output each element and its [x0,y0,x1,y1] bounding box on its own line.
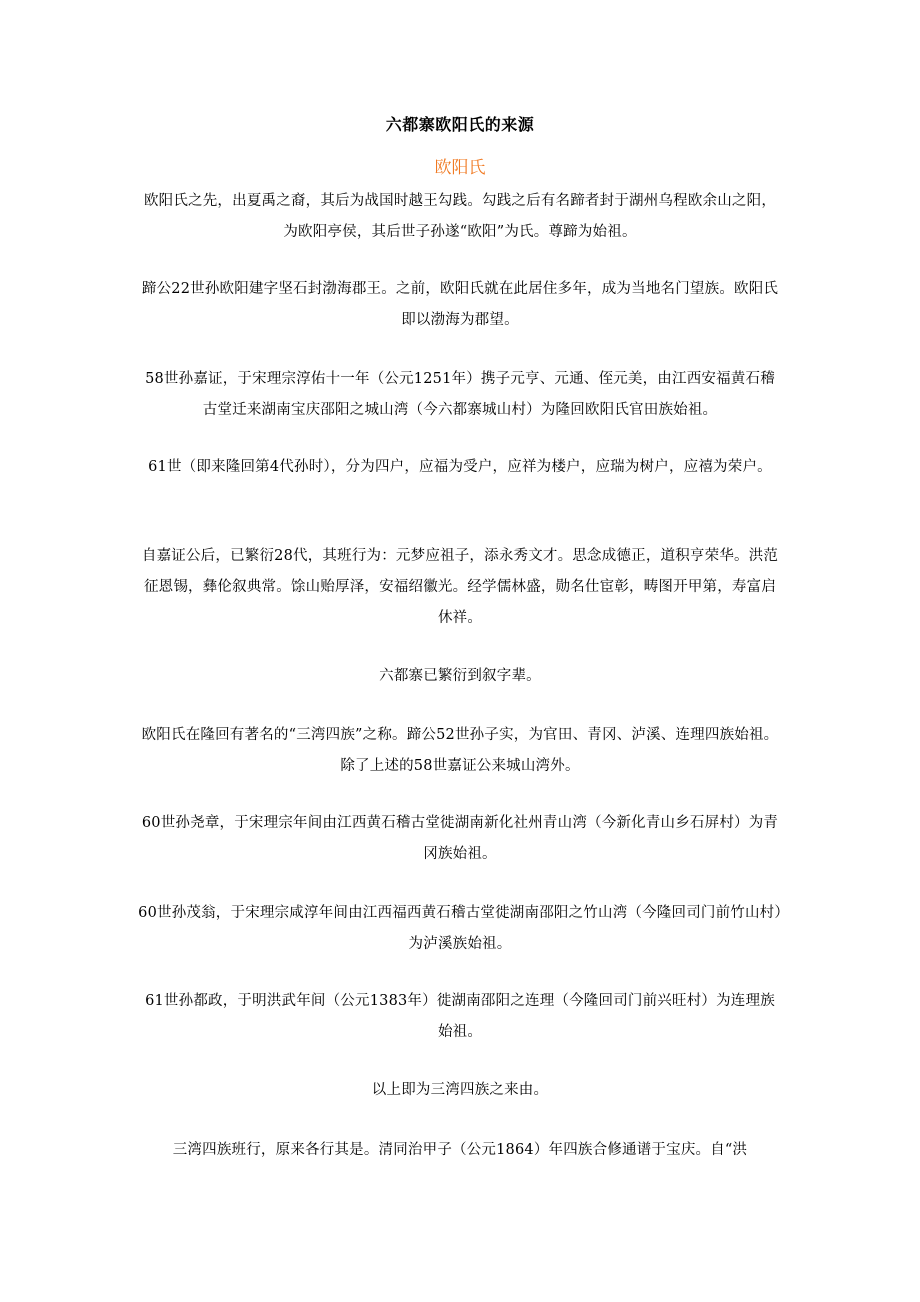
paragraph-3: 58世孙嘉证，于宋理宗淳佑十一年（公元1251年）携子元亨、元通、侄元美，由江西安福黄石稽古堂迁来湖南宝庆邵阳之城山湾（今六都寨城山村）为隆回欧阳氏官田族始祖。 [145,371,775,418]
paragraph-10: 61世孙都政，于明洪武年间（公元1383年）徙湖南邵阳之连理（今隆回司门前兴旺村）为连理族始祖。 [145,993,775,1040]
paragraph-12: 三湾四族班行，原来各行其是。清同治甲子（公元1864）年四族合修通谱于宝庆。自“洪 [172,1142,748,1158]
paragraph-1: 欧阳氏之先，出夏禹之裔，其后为战国时越王勾践。勾践之后有名蹄者封于湖州乌程欧余山之阳，为欧阳亭侯，其后世子孙遂“欧阳”为氏。尊蹄为始祖。 [143,193,777,240]
paragraph-6: 六都寨已繁衍到叙字辈。 [379,668,541,684]
document-title: 六都寨欧阳氏的来源 [385,115,535,134]
paragraph-4: 61世（即来隆回第4代孙时），分为四户，应福为受户，应祥为楼户，应瑞为树户，应禧为荣户。 [148,459,772,475]
paragraph-11: 以上即为三湾四族之来由。 [371,1082,549,1098]
paragraph-7: 欧阳氏在隆回有著名的“三湾四族”之称。蹄公52世孙子实，为官田、青冈、泸溪、连理四族始祖。除了上述的58世嘉证公来城山湾外。 [141,727,779,774]
document-subtitle: 欧阳氏 [434,158,486,178]
paragraph-8: 60世孙尧章，于宋理宗年间由江西黄石稽古堂徙湖南新化社州青山湾（今新化青山乡石屏村）为青冈族始祖。 [141,815,779,862]
paragraph-5: 自嘉证公后，已繁衍28代，其班行为：元梦应祖子，添永秀文才。思念成德正，道积亨荣华。洪范征恩锡，彝伦叙典常。馀山贻厚泽，安福绍徽光。经学儒林盛，勋名仕宦彰，畴图开甲第，寿富启休祥。 [141,548,779,626]
paragraph-9: 60世孙茂翁，于宋理宗咸淳年间由江西福西黄石稽古堂徙湖南邵阳之竹山湾（今隆回司门前竹山村）为泸溪族始祖。 [138,905,782,952]
paragraph-2: 蹄公22世孙欧阳建字坚石封渤海郡王。之前，欧阳氏就在此居住多年，成为当地名门望族。欧阳氏即以渤海为郡望。 [141,281,779,328]
